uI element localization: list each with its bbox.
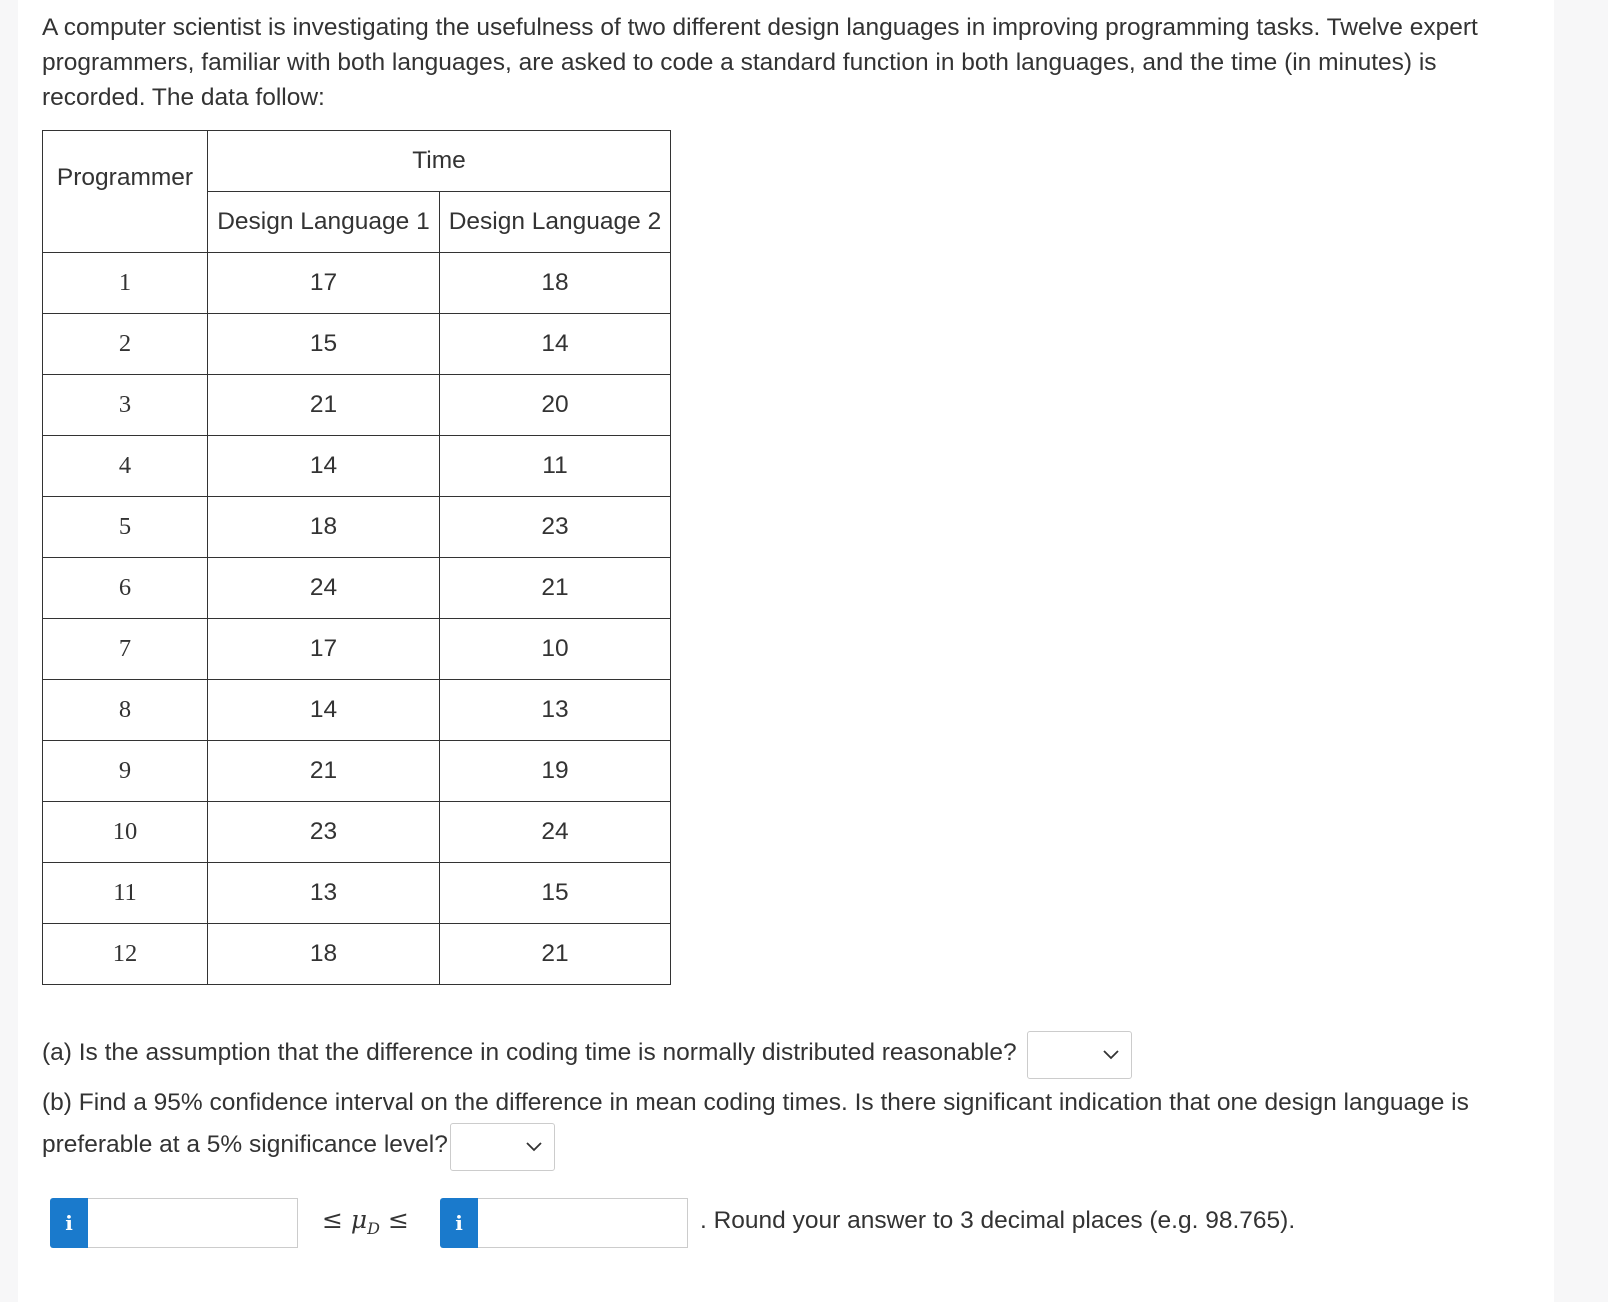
question-b-line-2: preferable at a 5% significance level?	[42, 1131, 448, 1158]
cell-design-language-1: 18	[208, 497, 440, 558]
cell-design-language-2: 15	[440, 863, 671, 924]
cell-programmer: 7	[43, 619, 208, 680]
table-row	[43, 863, 671, 924]
info-icon[interactable]: i	[50, 1198, 88, 1248]
cell-programmer: 10	[43, 802, 208, 863]
cell-programmer: 12	[43, 924, 208, 985]
normality-select[interactable]	[1027, 1031, 1132, 1079]
cell-design-language-1: 13	[208, 863, 440, 924]
cell-design-language-1: 15	[208, 314, 440, 375]
table-row	[43, 680, 671, 741]
info-icon[interactable]: i	[440, 1198, 478, 1248]
cell-programmer: 2	[43, 314, 208, 375]
cell-programmer: 9	[43, 741, 208, 802]
chevron-down-icon	[1103, 1050, 1119, 1060]
table-row	[43, 375, 671, 436]
cell-design-language-1: 17	[208, 253, 440, 314]
rounding-instruction: . Round your answer to 3 decimal places (e.g. 98.765).	[700, 1207, 1296, 1234]
cell-design-language-2: 23	[440, 497, 671, 558]
cell-design-language-2: 13	[440, 680, 671, 741]
table-row	[43, 802, 671, 863]
mu-subscript: D	[367, 1219, 380, 1238]
table-row	[43, 253, 671, 314]
cell-design-language-2: 10	[440, 619, 671, 680]
cell-design-language-2: 21	[440, 558, 671, 619]
cell-programmer: 11	[43, 863, 208, 924]
cell-design-language-2: 14	[440, 314, 671, 375]
table-row	[43, 924, 671, 985]
lower-bound-input[interactable]	[88, 1198, 298, 1248]
cell-programmer: 8	[43, 680, 208, 741]
cell-design-language-2: 20	[440, 375, 671, 436]
significance-select[interactable]	[450, 1123, 555, 1171]
table-row	[43, 314, 671, 375]
leq-symbol-2: ≤	[387, 1205, 409, 1234]
header-programmer: Programmer	[43, 131, 208, 253]
cell-programmer: 5	[43, 497, 208, 558]
cell-design-language-1: 14	[208, 436, 440, 497]
cell-design-language-1: 17	[208, 619, 440, 680]
table-row	[43, 741, 671, 802]
question-a: (a) Is the assumption that the difference in coding time is normally distributed reasonable?	[42, 1039, 1017, 1066]
problem-statement: A computer scientist is investigating the usefulness of two different design languages in improving programming tasks. Twelve expert programmers, familiar with both languages, are asked to code a standard function in both languages, and the time (in minutes) is recorded. The data follow:	[42, 14, 1478, 111]
cell-design-language-1: 18	[208, 924, 440, 985]
table-row	[43, 619, 671, 680]
cell-programmer: 6	[43, 558, 208, 619]
table-row	[43, 497, 671, 558]
cell-design-language-2: 11	[440, 436, 671, 497]
inequality-expression	[322, 1200, 409, 1249]
cell-programmer: 1	[43, 253, 208, 314]
header-design-language-2: Design Language 2	[440, 192, 671, 253]
leq-symbol: ≤	[322, 1205, 343, 1234]
header-time: Time	[208, 131, 671, 192]
mu-symbol: μ	[350, 1205, 368, 1234]
upper-bound-input[interactable]	[478, 1198, 688, 1248]
cell-design-language-2: 21	[440, 924, 671, 985]
table-row	[43, 558, 671, 619]
cell-design-language-1: 23	[208, 802, 440, 863]
cell-design-language-2: 24	[440, 802, 671, 863]
cell-design-language-1: 21	[208, 741, 440, 802]
table-row	[43, 436, 671, 497]
data-table	[42, 130, 671, 985]
cell-design-language-2: 19	[440, 741, 671, 802]
cell-design-language-1: 21	[208, 375, 440, 436]
question-b-line-1: (b) Find a 95% confidence interval on the difference in mean coding times. Is there significant indication that one design language is	[42, 1089, 1469, 1116]
cell-programmer: 3	[43, 375, 208, 436]
cell-design-language-2: 18	[440, 253, 671, 314]
cell-programmer: 4	[43, 436, 208, 497]
chevron-down-icon	[526, 1142, 542, 1152]
cell-design-language-1: 14	[208, 680, 440, 741]
cell-design-language-1: 24	[208, 558, 440, 619]
header-design-language-1: Design Language 1	[208, 192, 440, 253]
